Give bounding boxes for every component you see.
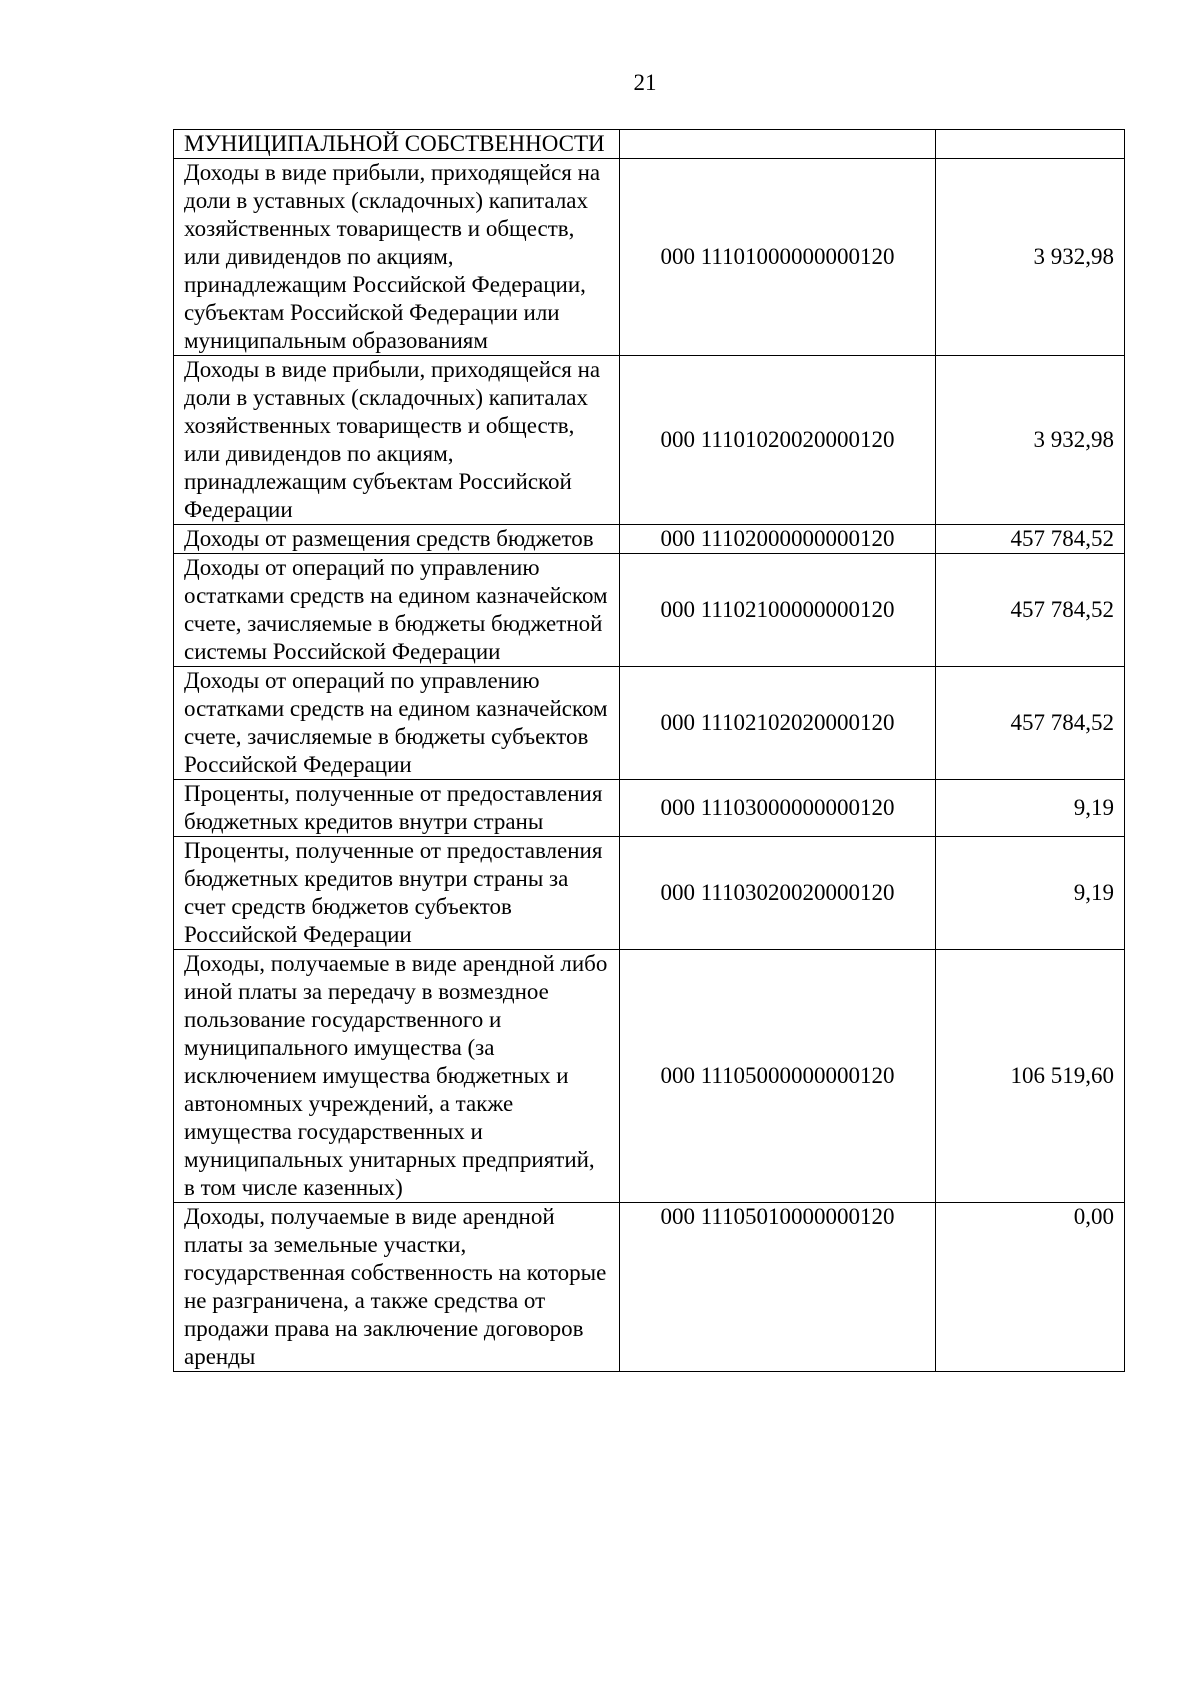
revenue-table <box>173 129 1125 1372</box>
row-name: Доходы, получаемые в виде арендной платы за земельные участки, государственная собственность на которые не разграничена, а также средства от продажи права на заключение договоров аренды <box>174 1203 620 1372</box>
page-number: 21 <box>633 70 657 95</box>
table-row <box>174 837 1125 950</box>
row-code: 000 11103000000000120 <box>620 780 936 837</box>
row-amount <box>936 130 1125 159</box>
row-amount: 457 784,52 <box>936 554 1125 667</box>
row-code <box>620 130 936 159</box>
row-code: 000 11101020020000120 <box>620 356 936 525</box>
table-row <box>174 950 1125 1203</box>
row-amount: 106 519,60 <box>936 950 1125 1203</box>
row-name: Проценты, полученные от предоставления бюджетных кредитов внутри страны <box>174 780 620 837</box>
row-code: 000 11102102020000120 <box>620 667 936 780</box>
table-row <box>174 1203 1125 1372</box>
row-code: 000 11105010000000120 <box>620 1203 936 1372</box>
row-amount: 9,19 <box>936 837 1125 950</box>
row-name: Доходы в виде прибыли, приходящейся на доли в уставных (складочных) капиталах хозяйственных товариществ и обществ, или дивидендов по акциям, принадлежащим Российской Федерации, субъектам Российской Федерации или муниципальным образованиям <box>174 159 620 356</box>
row-amount: 3 932,98 <box>936 159 1125 356</box>
row-code: 000 11102000000000120 <box>620 525 936 554</box>
row-code: 000 11105000000000120 <box>620 950 936 1203</box>
row-amount: 3 932,98 <box>936 356 1125 525</box>
row-code: 000 11102100000000120 <box>620 554 936 667</box>
table-row <box>174 159 1125 356</box>
row-name: МУНИЦИПАЛЬНОЙ СОБСТВЕННОСТИ <box>174 130 620 159</box>
row-code: 000 11103020020000120 <box>620 837 936 950</box>
row-name: Доходы, получаемые в виде арендной либо иной платы за передачу в возмездное пользование государственного и муниципального имущества (за исключением имущества бюджетных и автономных учреждений, а также имущества государственных и муниципальных унитарных предприятий, в том числе казенных) <box>174 950 620 1203</box>
table-row <box>174 130 1125 159</box>
row-amount: 0,00 <box>936 1203 1125 1372</box>
table-row <box>174 525 1125 554</box>
row-code: 000 11101000000000120 <box>620 159 936 356</box>
row-name: Доходы от размещения средств бюджетов <box>174 525 620 554</box>
row-name: Доходы от операций по управлению остатками средств на едином казначейском счете, зачисляемые в бюджеты субъектов Российской Федерации <box>174 667 620 780</box>
row-name: Проценты, полученные от предоставления бюджетных кредитов внутри страны за счет средств бюджетов субъектов Российской Федерации <box>174 837 620 950</box>
table-row <box>174 554 1125 667</box>
table-row <box>174 780 1125 837</box>
row-amount: 9,19 <box>936 780 1125 837</box>
row-amount: 457 784,52 <box>936 525 1125 554</box>
row-amount: 457 784,52 <box>936 667 1125 780</box>
row-name: Доходы от операций по управлению остатками средств на едином казначейском счете, зачисляемые в бюджеты бюджетной системы Российской Федерации <box>174 554 620 667</box>
table-row <box>174 356 1125 525</box>
table-row <box>174 667 1125 780</box>
row-name: Доходы в виде прибыли, приходящейся на доли в уставных (складочных) капиталах хозяйственных товариществ и обществ, или дивидендов по акциям, принадлежащим субъектам Российской Федерации <box>174 356 620 525</box>
